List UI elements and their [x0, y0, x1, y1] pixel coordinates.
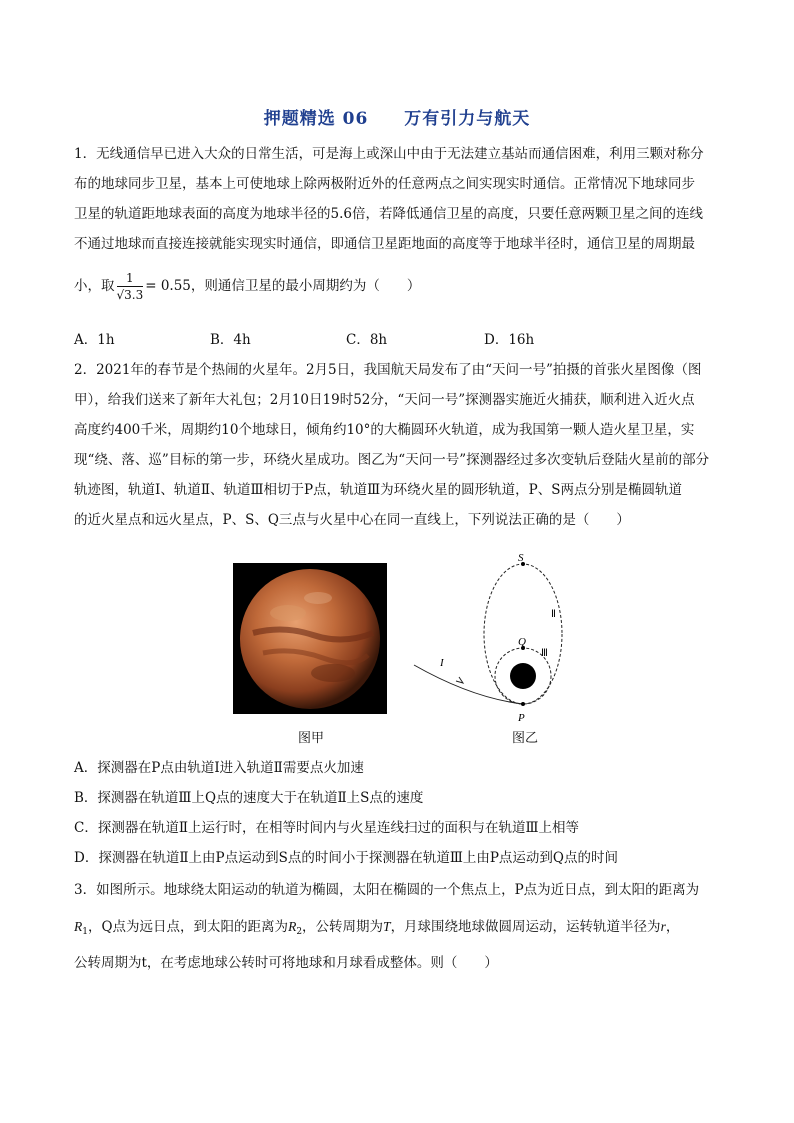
q3-line-2-b: ，Q点为远日点，到太阳的距离为 — [87, 919, 289, 935]
q3-r: r — [660, 919, 666, 934]
q1-line-4: 不通过地球而直接连接就能实现实时通信，即通信卫星距地面的高度等于地球半径时，通信卫星的周期最 — [74, 236, 695, 252]
q3-r2-sub: 2 — [296, 927, 303, 937]
q1-option-a: A．1h — [74, 332, 115, 348]
q3-line-1: 3．如图所示。地球绕太阳运动的轨道为椭圆，太阳在椭圆的一个焦点上，P点为近日点，到太阳的距离为 — [74, 882, 700, 898]
mars-photo — [233, 563, 387, 714]
q3-line-2-d: ，公转周期为 — [302, 919, 384, 935]
q1-fraction-numerator: 1 — [117, 270, 144, 287]
q2-line-4: 现“绕、落、巡”目标的第一步，环绕火星成功。图乙为“天问一号”探测器经过多次变轨后登陆火星前的部分 — [74, 452, 710, 468]
q3-r1: R — [74, 919, 83, 934]
q3-r1-sub: 1 — [82, 927, 88, 937]
q1-fraction-denominator: √3.3 — [116, 288, 144, 302]
label-i: I — [440, 657, 444, 669]
q3-r2: R — [288, 919, 297, 934]
q1-line-1: 1．无线通信早已进入大众的日常生活，可是海上或深山中由于无法建立基站而通信困难，利用三颗对称分 — [74, 146, 704, 162]
label-s: S — [518, 553, 524, 564]
point-p — [521, 702, 525, 706]
figure-b-caption: 图乙 — [512, 731, 539, 746]
label-p: P — [518, 712, 525, 723]
q1-option-b: B．4h — [210, 332, 251, 348]
figure-a-caption: 图甲 — [298, 731, 325, 746]
title-series: 押题精选 06 — [263, 109, 369, 129]
q2-line-3: 高度约400千米，周期约10个地球日，倾角约10°的大椭圆环火轨道，成为我国第一颗人造火星卫星，实 — [74, 422, 695, 438]
orbit-diagram — [412, 553, 584, 723]
q2-line-5: 轨迹图，轨道Ⅰ、轨道Ⅱ、轨道Ⅲ相切于P点，轨道Ⅲ为环绕火星的圆形轨道，P、S两点分别是椭圆轨道 — [74, 482, 682, 498]
q2-line-2: 甲），给我们送来了新年大礼包；2月10日19时52分，“天问一号”探测器实施近火捕获，顺利进入近火点 — [74, 392, 695, 408]
q1-line-5-suffix: = 0.55，则通信卫星的最小周期约为（ ） — [145, 278, 421, 294]
q2-line-1: 2．2021年的春节是个热闹的火星年。2月5日，我国航天局发布了由“天问一号”拍摄的首张火星图像（图 — [74, 362, 702, 378]
page-title — [0, 104, 794, 129]
q3-line-3: 公转周期为t，在考虑地球公转时可将地球和月球看成整体。则（ ） — [74, 955, 498, 971]
mars-body — [510, 663, 536, 689]
q2-option-c: C．探测器在轨道Ⅱ上运行时，在相等时间内与火星连线扫过的面积与在轨道Ⅲ上相等 — [74, 820, 580, 836]
q1-line-3: 卫星的轨道距地球表面的高度为地球半径的5.6倍，若降低通信卫星的高度，只要任意两颗卫星之间的连线 — [74, 206, 703, 222]
orbit-i-arrow — [456, 677, 463, 683]
q3-line-2-f: ，月球围绕地球做圆周运动，运转轨道半径为 — [390, 919, 661, 935]
q3-line-2 — [74, 917, 679, 942]
q2-option-d: D．探测器在轨道Ⅱ上由P点运动到S点的时间小于探测器在轨道Ⅲ上由P点运动到Q点的时间 — [74, 850, 619, 866]
label-iii: Ⅲ — [541, 648, 548, 659]
q3-t: T — [383, 919, 391, 934]
label-q: Q — [518, 636, 526, 648]
q2-option-b: B．探测器在轨道Ⅲ上Q点的速度大于在轨道Ⅱ上S点的速度 — [74, 790, 424, 806]
q1-line-2: 布的地球同步卫星，基本上可使地球上除两极附近外的任意两点之间实现实时通信。正常情况下地球同步 — [74, 176, 695, 192]
q1-option-c: C．8h — [346, 332, 388, 348]
q2-option-a: A．探测器在P点由轨道Ⅰ进入轨道Ⅱ需要点火加速 — [74, 760, 364, 776]
title-topic: 万有引力与航天 — [404, 109, 531, 129]
q1-fraction — [117, 270, 144, 303]
q1-line-5-prefix: 小，取 — [74, 278, 115, 294]
q3-line-2-h: ， — [665, 919, 680, 935]
q2-line-6: 的近火星点和远火星点，P、S、Q三点与火星中心在同一直线上，下列说法正确的是（ ） — [74, 512, 630, 528]
label-ii: Ⅱ — [551, 609, 556, 620]
q1-option-d: D．16h — [484, 332, 535, 348]
q1-line-5 — [74, 270, 420, 303]
mars-image — [233, 563, 387, 714]
